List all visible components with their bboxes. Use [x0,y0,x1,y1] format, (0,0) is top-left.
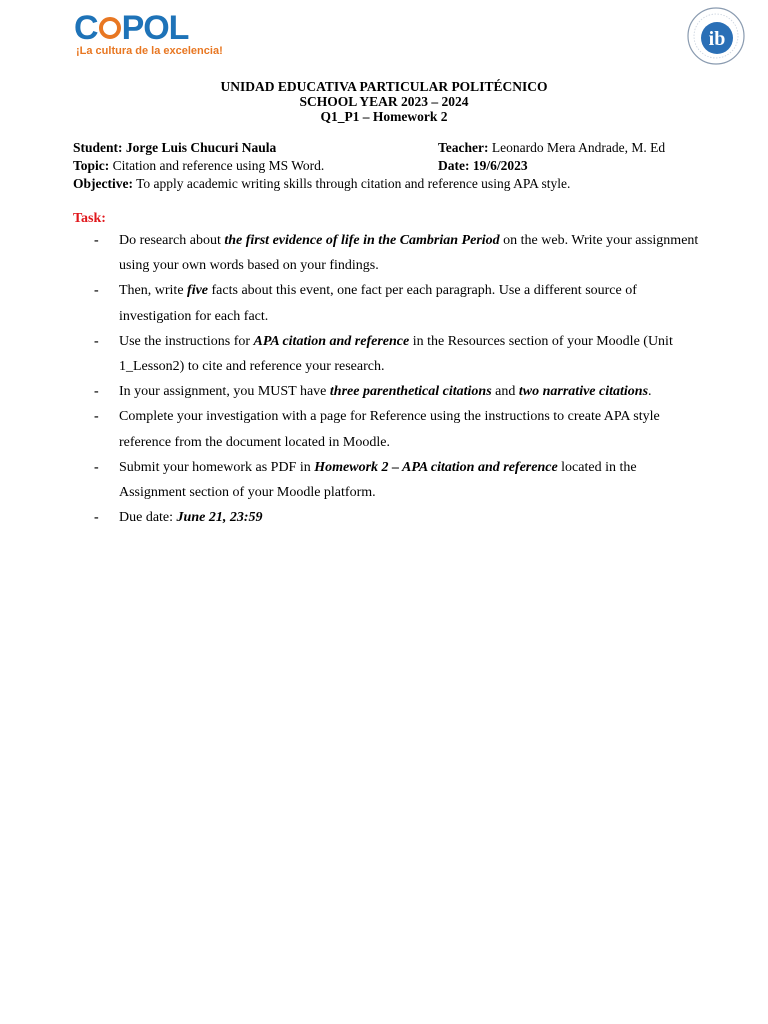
student-name: Jorge Luis Chucuri Naula [125,140,277,155]
date-line [438,158,528,174]
teacher-name: Leonardo Mera Andrade, M. Ed [491,140,666,155]
school-year: SCHOOL YEAR 2023 – 2024 [299,94,469,109]
task-item: - Then, write five facts about this event, one fact per each paragraph. Use a different source of investigation for each fact. [94,278,700,328]
teacher-line [438,140,665,156]
date-value: 19/6/2023 [472,158,528,173]
student-label: Student: [73,140,123,155]
objective-line [73,176,570,192]
logo-wordmark: C POL [74,9,189,47]
task-item: - Complete your investigation with a page for Reference using the instructions to create APA style reference from the document located in Moodle. [94,404,700,454]
assignment-title: Q1_P1 – Homework 2 [320,109,448,124]
svg-text:ib: ib [708,28,726,50]
school-logo [74,8,223,62]
bullet-dash: - [94,409,99,425]
objective-label: Objective: [73,176,133,191]
topic-line [73,158,324,174]
task-item: - In your assignment, you MUST have three parenthetical citations and two narrative citations. [94,379,700,404]
task-item: - Do research about the first evidence of life in the Cambrian Period on the web. Write your assignment using your own words based on your findings. [94,228,700,278]
task-heading: Task: [73,211,106,226]
ib-seal-icon [686,6,746,66]
teacher-label: Teacher: [438,140,489,155]
date-label: Date: [438,158,470,173]
topic-value: Citation and reference using MS Word. [112,158,325,173]
bullet-dash: - [94,510,99,526]
school-name: UNIDAD EDUCATIVA PARTICULAR POLITÉCNICO [220,79,548,94]
bullet-dash: - [94,283,99,299]
task-item: - Submit your homework as PDF in Homework 2 – APA citation and reference located in the Assignment section of your Moodle platform. [94,455,700,505]
task-list [94,228,700,530]
bullet-dash: - [94,233,99,248]
task-item: - Use the instructions for APA citation and reference in the Resources section of your Moodle (Unit 1_Lesson2) to cite and reference your research. [94,329,700,379]
bullet-dash: - [94,333,99,349]
task-item: - Due date: June 21, 23:59 [94,505,700,530]
logo-o-circle [99,17,121,39]
logo-tagline: ¡La cultura de la excelencia! [76,45,223,57]
student-line [73,140,276,156]
objective-value: To apply academic writing skills through citation and reference using APA style. [136,176,571,191]
topic-label: Topic: [73,158,110,173]
bullet-dash: - [94,384,99,400]
bullet-dash: - [94,459,99,475]
